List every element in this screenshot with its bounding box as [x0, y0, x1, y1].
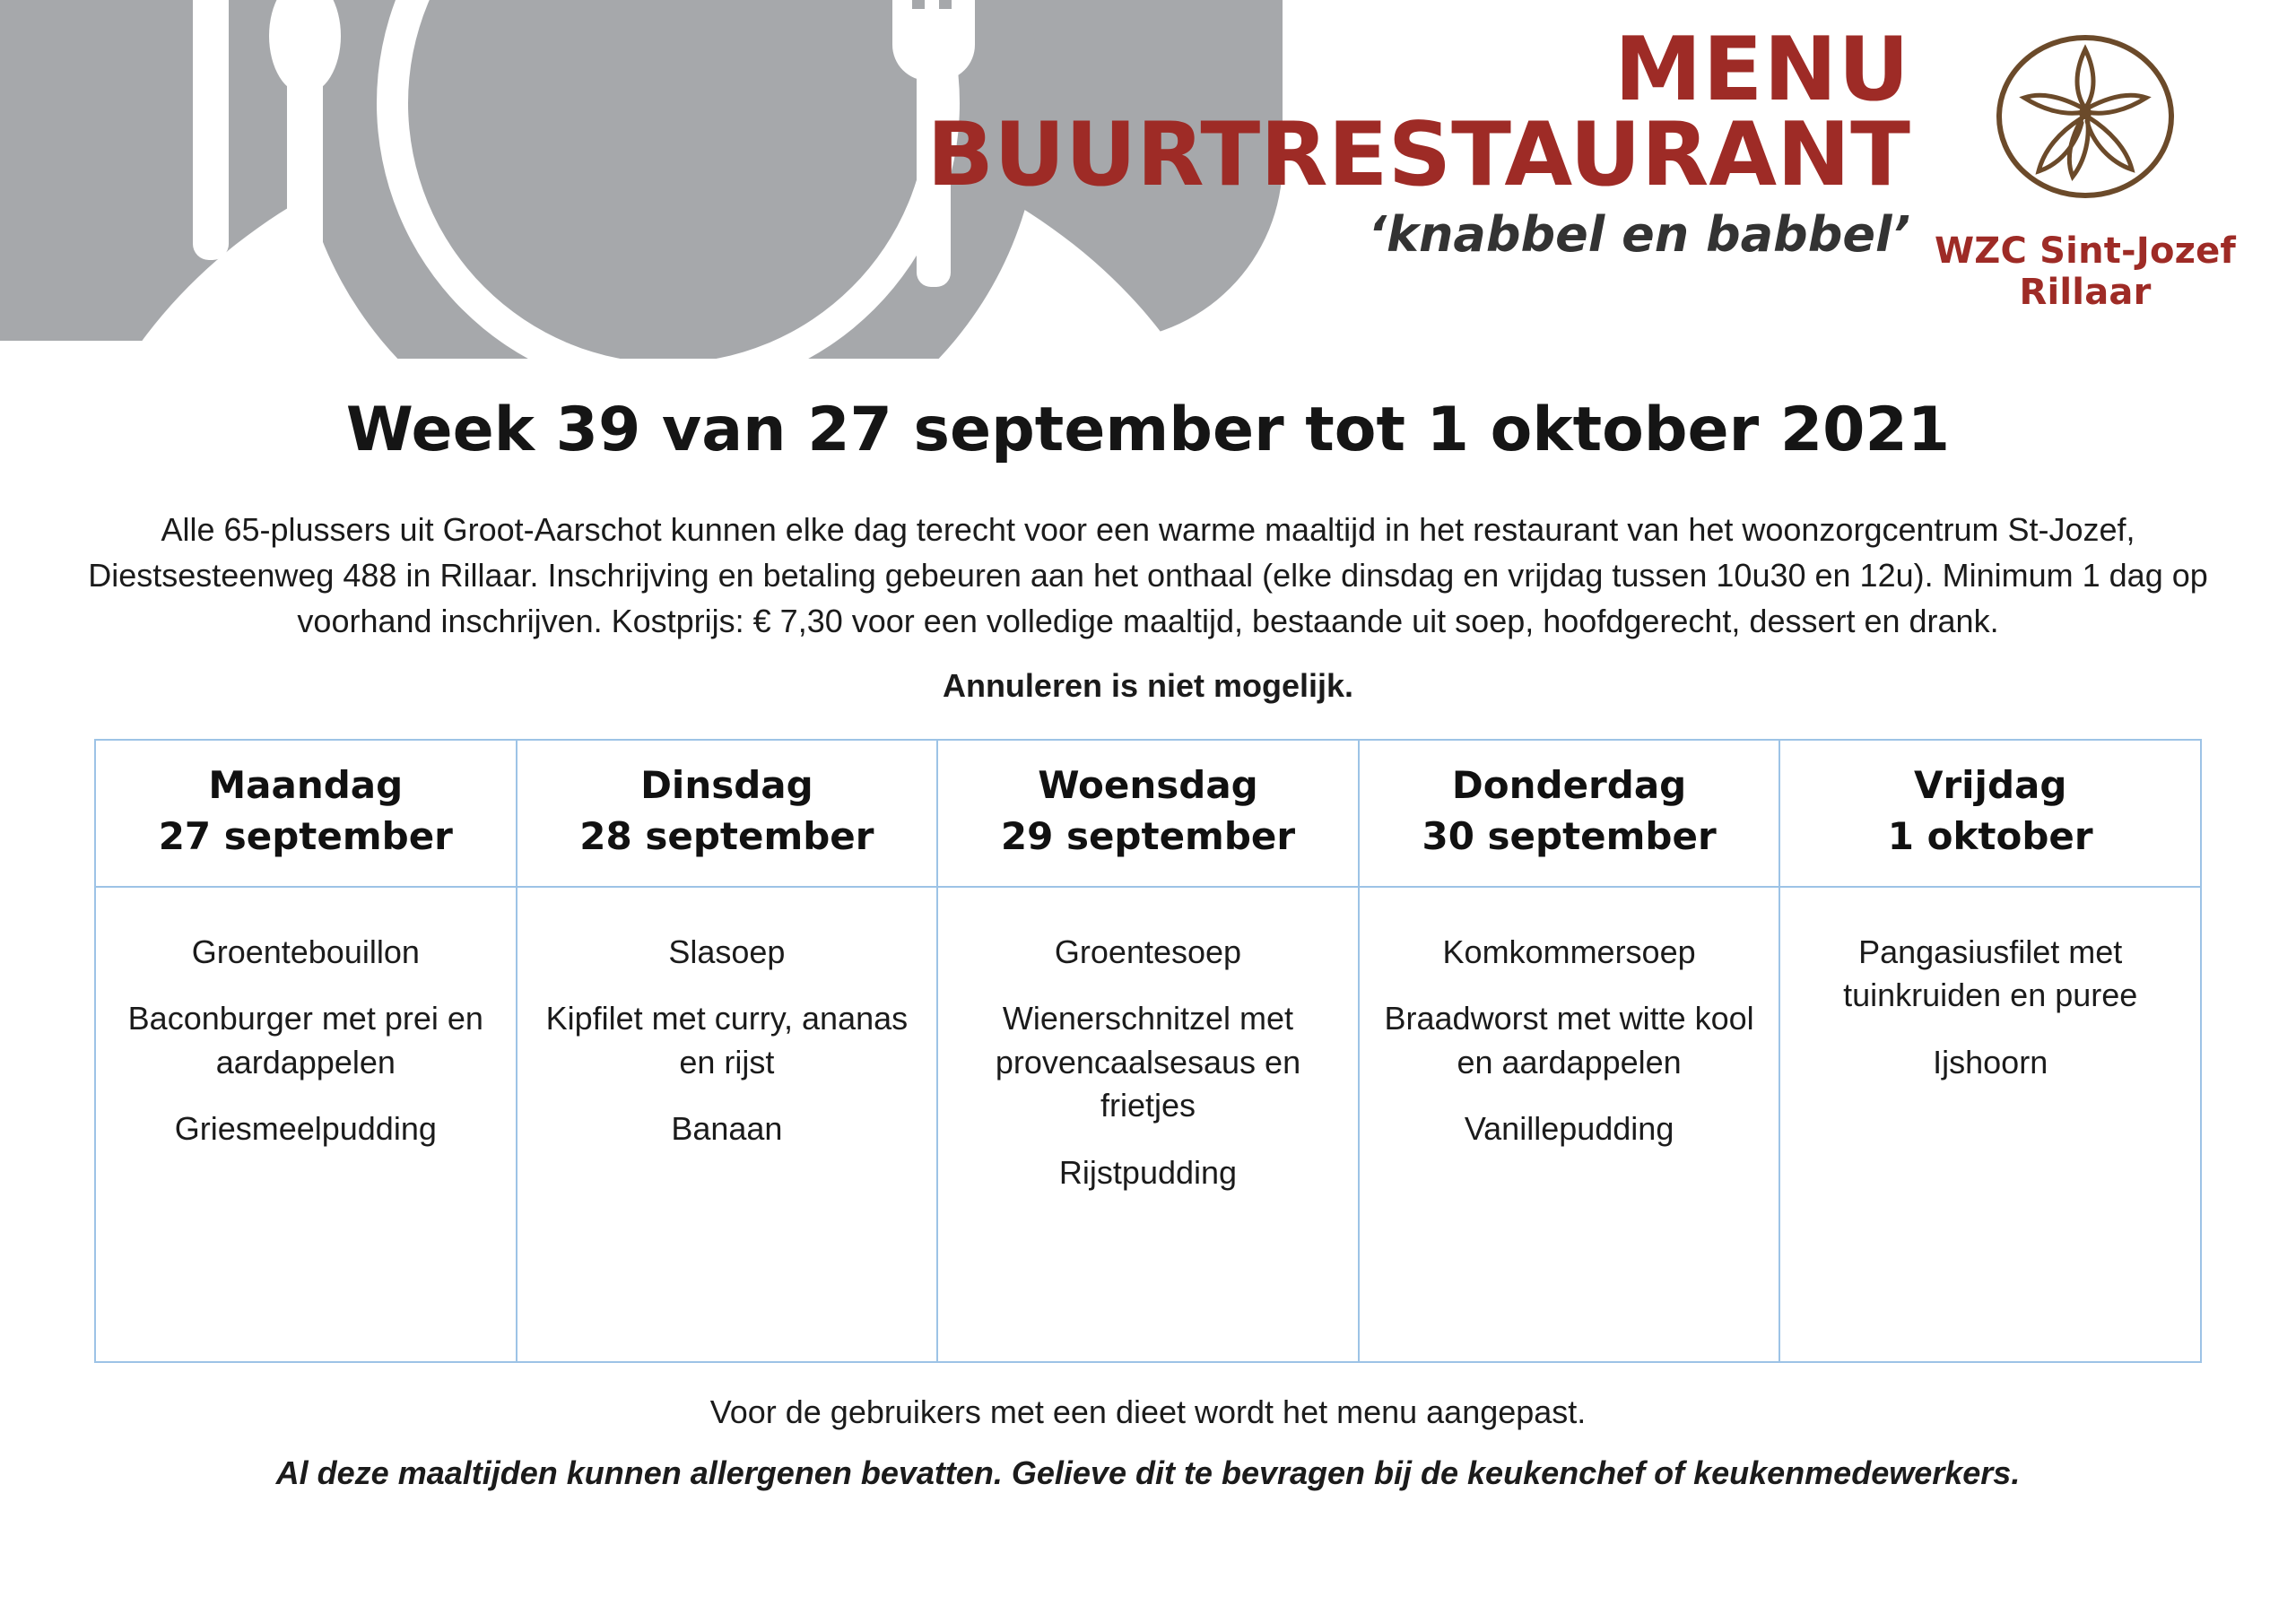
day-header-thursday [1359, 740, 1780, 886]
menu-cell-thursday [1359, 887, 1780, 1362]
knife-icon [193, 0, 229, 260]
table-header-row [95, 740, 2201, 886]
dish-item: Wienerschnitzel met provencaalsesaus en frietjes [995, 1000, 1301, 1124]
intro-paragraph: Alle 65-plussers uit Groot-Aarschot kunnen elke dag terecht voor een warme maaltijd in het restaurant van het woonzorgcentrum St-Jozef, Diestsesteenweg 488 in Rillaar. Inschrijving en betaling gebeuren aan het onthaal (elke dinsdag en vrijdag tussen 10u30 en 12u). Minimum 1 dag op voorhand inschrijven. Kostprijs: € 7,30 voor een volledige maaltijd, bestaande uit soep, hoofdgerecht, dessert en drank. [88, 511, 2208, 640]
dish-item: Pangasiusfilet met tuinkruiden en puree [1843, 933, 2138, 1014]
day-header-wednesday [937, 740, 1359, 886]
day-date: 1 oktober [1887, 814, 2093, 859]
day-date: 27 september [158, 814, 453, 859]
day-header-tuesday [517, 740, 938, 886]
dish-item: Groentebouillon [191, 933, 420, 970]
lily-flower-icon [1978, 22, 2193, 229]
week-title: Week 39 van 27 september tot 1 oktober 2021 [345, 395, 1951, 465]
menu-title-line1: MENU [1613, 19, 1910, 121]
day-date: 28 september [579, 814, 874, 859]
menu-cell-wednesday [937, 887, 1359, 1362]
dish-item: Rijstpudding [1058, 1154, 1238, 1192]
header-banner [0, 0, 2296, 377]
day-name: Donderdag [1451, 763, 1687, 808]
table-row [95, 887, 2201, 1362]
no-cancellation-note: Annuleren is niet mogelijk. [942, 667, 1354, 705]
banner-title-group [926, 19, 1910, 263]
menu-title-line2: BUURTRESTAURANT [926, 103, 1910, 206]
menu-cell-friday [1779, 887, 2201, 1362]
dish-item: Slasoep [668, 933, 786, 970]
fork-tine-icon [912, 0, 925, 9]
spoon-handle-icon [287, 54, 323, 278]
weekly-menu-table [94, 739, 2202, 1362]
organization-logo [1919, 22, 2251, 313]
day-date: 30 september [1422, 814, 1717, 859]
day-header-friday [1779, 740, 2201, 886]
dish-item: Baconburger met prei en aardappelen [127, 1000, 483, 1081]
menu-subtitle: ‘knabbel en babbel’ [1368, 205, 1910, 263]
day-name: Woensdag [1038, 763, 1258, 808]
dish-item: Kipfilet met curry, ananas en rijst [545, 1000, 909, 1081]
dish-item: Braadworst met witte kool en aardappelen [1384, 1000, 1754, 1081]
fork-tine-icon [939, 0, 952, 9]
day-date: 29 september [1000, 814, 1296, 859]
dish-item: Komkommersoep [1442, 933, 1696, 970]
dish-item: Banaan [671, 1110, 783, 1148]
dish-item: Griesmeelpudding [174, 1110, 437, 1148]
day-name: Vrijdag [1913, 763, 2067, 808]
menu-cell-tuesday [517, 887, 938, 1362]
diet-note: Voor de gebruikers met een dieet wordt het menu aangepast. [709, 1393, 1587, 1430]
dish-item: Vanillepudding [1464, 1110, 1674, 1148]
day-header-monday [95, 740, 517, 886]
organization-name: WZC Sint-Jozef Rillaar [1934, 230, 2237, 313]
dish-item: Groentesoep [1054, 933, 1242, 970]
intro-text [49, 507, 2247, 644]
dish-item: Ijshoorn [1933, 1043, 2048, 1081]
day-name: Dinsdag [640, 763, 813, 808]
menu-cell-monday [95, 887, 517, 1362]
allergen-note: Al deze maaltijden kunnen allergenen bevatten. Gelieve dit te bevragen bij de keukenchef of keukenmedewerkers. [275, 1454, 2021, 1491]
day-name: Maandag [208, 763, 404, 808]
